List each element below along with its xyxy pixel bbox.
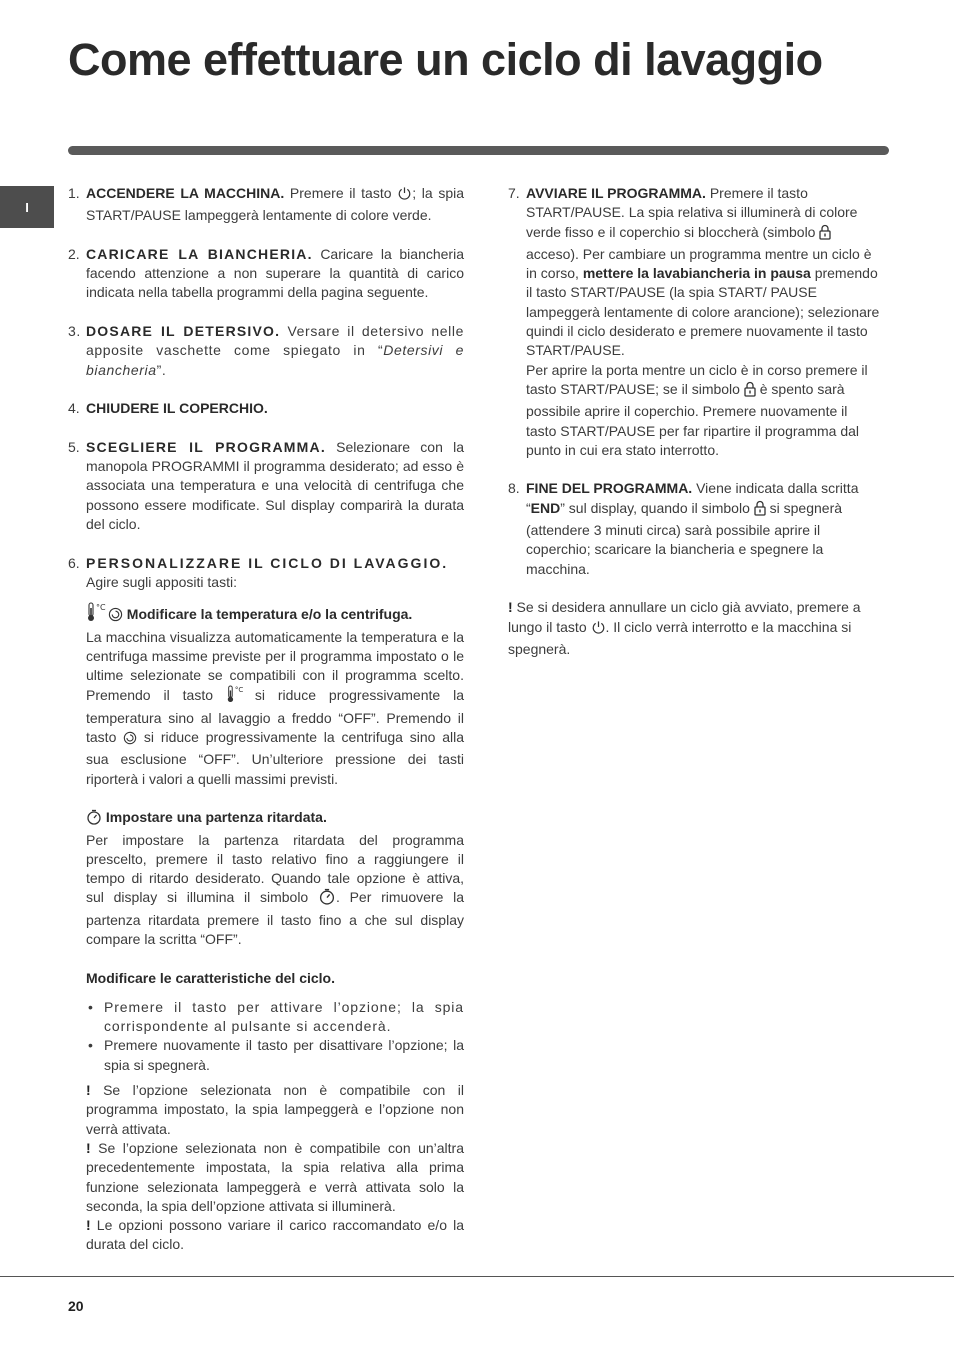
step-5: 5. SCEGLIERE IL PROGRAMMA. Selezionare con la manopola PROGRAMMI il programma desiderato; ad esso è associata una temperatura e una velocità di centrifuga che possono essere modificate. Sul display comparirà la durata del ciclo. bbox=[68, 438, 465, 533]
step-3: 3. DOSARE IL DETERSIVO. Versare il detersivo nelle apposite vaschette come spiegato in “Detersivi e biancheria”. bbox=[68, 323, 465, 378]
list-item: • Premere il tasto per attivare l’opzione; la spia corrispondente al pulsante si accenderà. bbox=[86, 998, 464, 1037]
warnings bbox=[68, 1081, 464, 1255]
svg-text:°C: °C bbox=[234, 685, 244, 695]
delay-heading: Impostare una partenza ritardata. bbox=[105, 809, 327, 826]
door-lock-icon bbox=[819, 224, 831, 245]
delay-timer-icon bbox=[86, 809, 102, 830]
cancel-cycle-note: ! Se si desidera annullare un ciclo già avviato, premere a lungo il tasto . Il ciclo verrà interrotto e la macchina si spegnerà. bbox=[508, 599, 861, 657]
door-lock-icon bbox=[744, 381, 756, 402]
step-number: 1. bbox=[68, 185, 80, 201]
warning-note: ! Le opzioni possono variare il carico raccomandato e/o la durata del ciclo. bbox=[86, 1217, 464, 1253]
list-item: • Premere nuovamente il tasto per disattivare l’opzione; la spia si spegnerà. bbox=[86, 1036, 464, 1075]
door-lock-icon bbox=[754, 500, 766, 521]
step-heading: PERSONALIZZARE IL CICLO DI LAVAGGIO. bbox=[86, 554, 449, 571]
temp-spin-section: °C Modificare la temperatura e/o la centrifuga. La macchina visualizza automaticamente la temperatura e la centrifuga massime previste per il programma impostato o le ultime selezionate se compatibili con il programma scelto. Premendo il tasto °C si riduce progressivamente la temperatura sino al lavaggio a freddo “OFF”. Premendo il tasto si riduce progressivamente la centrifuga sino alla sua esclusione “OFF”. Un’ulteriore pressione dei tasti riporterà i valori a quelli massimi previsti. bbox=[86, 603, 464, 787]
step-7: 7. AVVIARE IL PROGRAMMA. Premere il tasto START/PAUSE. La spia relativa si illuminerà di colore verde fisso e il coperchio si bloccherà (simbolo acceso). Per cambiare un programma mentre un ciclo è in corso, mettere la lavabiancheria in pausa premendo il tasto START/PAUSE (la spia START/ PAUSE lampeggerà lentamente di colore arancione); selezionare quindi il ciclo desiderato e premere nuovamente il tasto START/PAUSE. Per aprire la porta mentre un ciclo è in corso premere il tasto START/PAUSE; se il simbolo è spento sarà possibile aprire il coperchio. Premere nuovamente il tasto START/PAUSE per far ripartire il programma dal punto in cui era stato interrotto. bbox=[508, 185, 880, 458]
page-number: 20 bbox=[68, 1298, 84, 1314]
step-heading: CARICARE LA BIANCHERIA. bbox=[86, 245, 313, 262]
right-column bbox=[508, 184, 880, 659]
step-heading: SCEGLIERE IL PROGRAMMA. bbox=[86, 438, 326, 455]
step-8: 8. FINE DEL PROGRAMMA. Viene indicata dalla scritta “END” sul display, quando il simbolo si spegnerà (attendere 3 minuti circa) sarà possibile aprire il coperchio; scaricare la biancheria e spegnere la macchina. bbox=[508, 480, 859, 577]
power-icon bbox=[591, 620, 606, 640]
title-underline-bar bbox=[68, 146, 889, 155]
spin-icon bbox=[123, 731, 137, 750]
step-heading: ACCENDERE LA MACCHINA. bbox=[86, 185, 285, 201]
delay-start-section: Impostare una partenza ritardata. Per impostare la partenza ritardata del programma prescelto, premere il tasto relativo fino a raggiungere il tempo di ritardo desiderato. Quando tale opzione è attiva, sul display si illumina il simbolo . Per rimuovere la partenza ritardata premere il tasto fino a che sul display compare la scritta “OFF”. bbox=[86, 809, 464, 947]
delay-timer-icon bbox=[318, 888, 336, 910]
step-6: 6. PERSONALIZZARE IL CICLO DI LAVAGGIO. Agire sugli appositi tasti: bbox=[68, 554, 449, 590]
power-icon bbox=[397, 186, 412, 206]
cycle-features-list bbox=[68, 998, 464, 1075]
temp-spin-heading: Modificare la temperatura e/o la centrifuga. bbox=[126, 606, 413, 623]
spin-icon bbox=[108, 607, 123, 627]
step-2: 2. CARICARE LA BIANCHERIA. Caricare la biancheria facendo attenzione a non superare la quantità di carico indicata nella tabella programmi della pagina seguente. bbox=[68, 245, 464, 301]
step-heading: FINE DEL PROGRAMMA. bbox=[526, 480, 693, 497]
step-heading: DOSARE IL DETERSIVO. bbox=[86, 323, 281, 340]
left-column bbox=[68, 184, 464, 1255]
language-tab: I bbox=[0, 186, 54, 228]
step-heading: CHIUDERE IL COPERCHIO. bbox=[86, 400, 268, 417]
step-heading: AVVIARE IL PROGRAMMA. bbox=[526, 185, 706, 201]
thermometer-icon bbox=[226, 685, 242, 708]
step-1: 1. ACCENDERE LA MACCHINA. Premere il tasto ; la spia START/PAUSE lampeggerà lentamente di colore verde. bbox=[68, 185, 465, 224]
footer-divider bbox=[0, 1276, 954, 1277]
cycle-features-heading: Modificare le caratteristiche del ciclo. bbox=[86, 969, 335, 986]
cycle-features-section bbox=[68, 969, 464, 988]
warning-note: ! Se l’opzione selezionata non è compatibile con un’altra precedentemente impostata, la spia relativa alla prima funzione selezionata lampeggerà e verrà attivata solo la seconda, la spia dell’opzione attivata si illuminerà. bbox=[86, 1139, 464, 1214]
thermometer-icon bbox=[86, 602, 104, 627]
step-4: 4. CHIUDERE IL COPERCHIO. bbox=[68, 400, 268, 417]
page-title: Come effettuare un ciclo di lavaggio bbox=[68, 34, 823, 85]
warning-note: ! Se l’opzione selezionata non è compatibile con il programma impostato, la spia lampeggerà e l’opzione non verrà attivata. bbox=[86, 1082, 464, 1137]
svg-text:°C: °C bbox=[96, 603, 106, 613]
